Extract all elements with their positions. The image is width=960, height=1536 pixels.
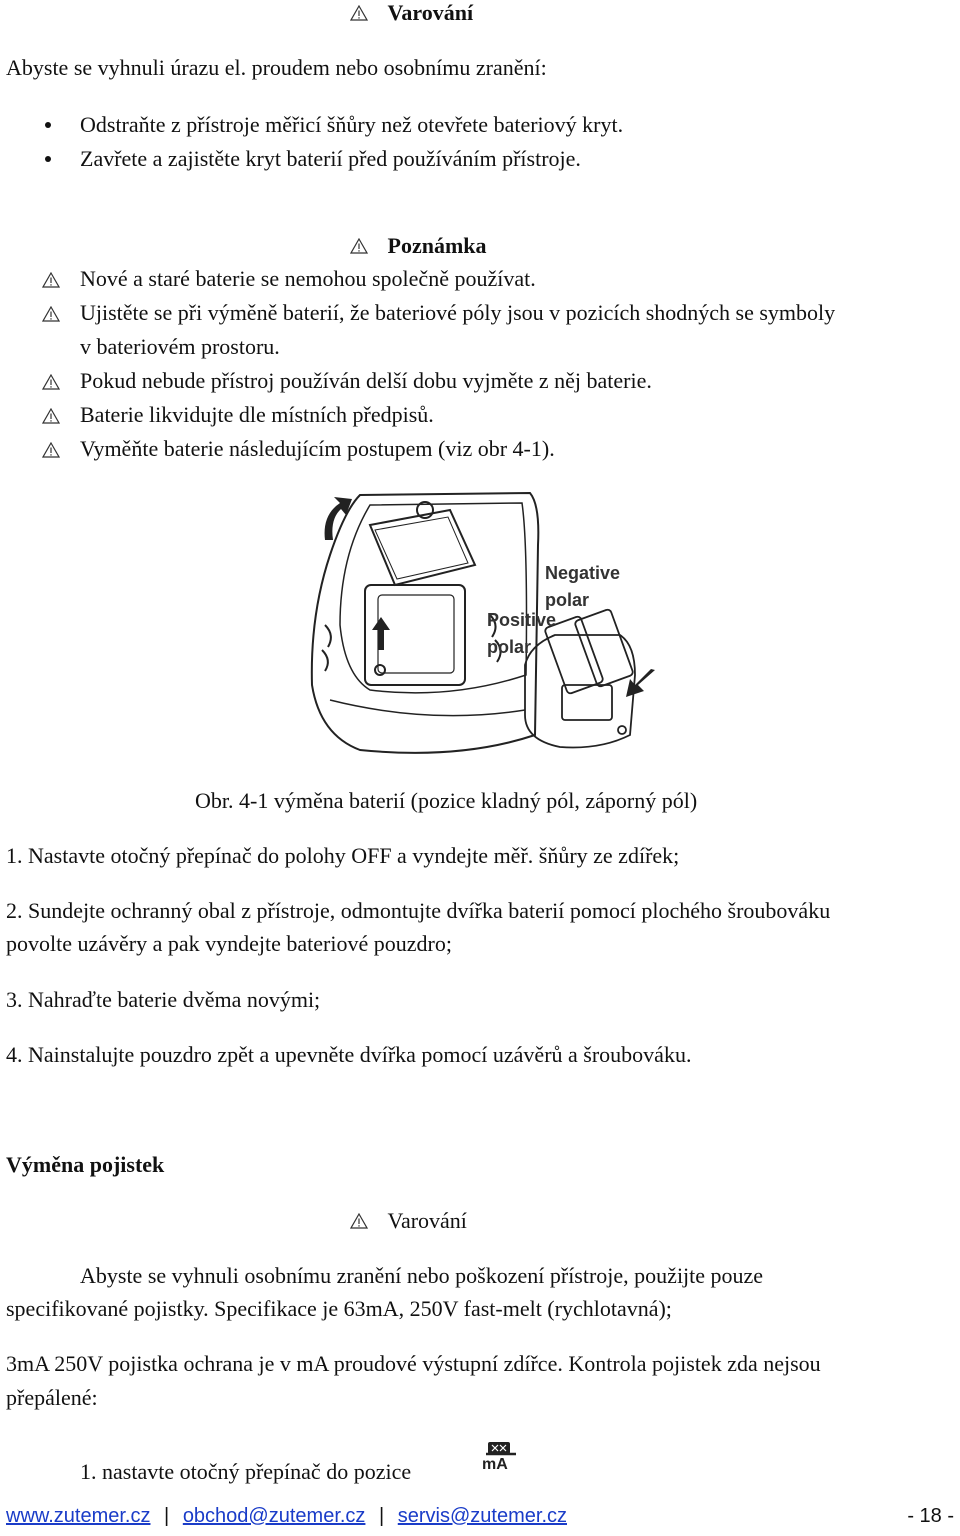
warning-intro: Abyste se vyhnuli úrazu el. proudem nebo osobnímu zranění: bbox=[6, 55, 547, 80]
bullet-dot bbox=[45, 156, 51, 162]
negative-label: Negative bbox=[545, 563, 621, 583]
fuse-step-1: 1. nastavte otočný přepínač do pozice bbox=[80, 1459, 412, 1484]
page-number: - 18 - bbox=[907, 1505, 954, 1527]
step-4: 4. Nainstalujte pouzdro zpět a upevněte dvířka pomocí uzávěrů a šroubováku. bbox=[6, 1042, 692, 1067]
up-arrow-icon bbox=[372, 617, 390, 650]
warning-title: Varování bbox=[387, 0, 474, 25]
warning-icon bbox=[42, 272, 60, 288]
note-item-2-cont: v bateriovém prostoru. bbox=[80, 334, 280, 359]
negative-label-2: polar bbox=[545, 590, 590, 610]
note-item-4: Baterie likvidujte dle místních předpisů. bbox=[80, 402, 434, 427]
warning-icon bbox=[350, 5, 368, 21]
fuse-paragraph-2-cont: přepálené: bbox=[6, 1385, 98, 1410]
bullet-dot bbox=[45, 122, 51, 128]
footer-separator: | bbox=[379, 1505, 385, 1527]
warning-icon bbox=[42, 374, 60, 390]
note-item-2: Ujistěte se při výměně baterií, že bateriové póly jsou v pozicích shodných se symboly bbox=[80, 300, 836, 325]
warning-bullet-1: Odstraňte z přístroje měřicí šňůry než otevřete bateriový kryt. bbox=[80, 112, 624, 137]
section-heading: Výměna pojistek bbox=[6, 1152, 165, 1177]
battery-replacement-illustration bbox=[300, 485, 660, 770]
footer bbox=[6, 1505, 567, 1528]
step-2: 2. Sundejte ochranný obal z přístroje, odmontujte dvířka baterií pomocí plochého šroubováku bbox=[6, 898, 831, 923]
fuse-warning-title: Varování bbox=[387, 1208, 467, 1233]
down-left-arrow-icon bbox=[626, 669, 655, 697]
warning-heading bbox=[350, 0, 473, 26]
milliamp-label: mA bbox=[482, 1456, 508, 1473]
warning-icon bbox=[350, 1213, 368, 1229]
warning-icon bbox=[42, 408, 60, 424]
warning-icon bbox=[42, 442, 60, 458]
note-item-1: Nové a staré baterie se nemohou společně používat. bbox=[80, 266, 536, 291]
positive-label: Positive bbox=[487, 610, 557, 630]
warning-bullet-2: Zavřete a zajistěte kryt baterií před používáním přístroje. bbox=[80, 146, 581, 171]
fuse-warning-heading bbox=[350, 1208, 467, 1234]
footer-separator: | bbox=[164, 1505, 170, 1527]
positive-label-2: polar bbox=[487, 637, 532, 657]
website-link[interactable]: www.zutemer.cz bbox=[6, 1505, 151, 1527]
service-email-link[interactable]: servis@zutemer.cz bbox=[397, 1505, 567, 1527]
milliamp-fuse-symbol-icon bbox=[478, 1440, 520, 1476]
warning-icon bbox=[42, 306, 60, 322]
figure-caption: Obr. 4-1 výměna baterií (pozice kladný pól, záporný pól) bbox=[195, 788, 698, 813]
note-title: Poznámka bbox=[387, 233, 487, 258]
fuse-paragraph-1: Abyste se vyhnuli osobnímu zranění nebo poškození přístroje, použijte pouze bbox=[80, 1263, 764, 1288]
note-heading bbox=[350, 233, 487, 259]
fuse-paragraph-2: 3mA 250V pojistka ochrana je v mA proudové výstupní zdířce. Kontrola pojistek zda nejsou bbox=[6, 1351, 821, 1376]
sales-email-link[interactable]: obchod@zutemer.cz bbox=[182, 1505, 366, 1527]
note-item-5: Vyměňte baterie následujícím postupem (viz obr 4-1). bbox=[80, 436, 555, 461]
step-1: 1. Nastavte otočný přepínač do polohy OFF a vyndejte měř. šňůry ze zdířek; bbox=[6, 843, 680, 868]
note-item-3: Pokud nebude přístroj používán delší dobu vyjměte z něj baterie. bbox=[80, 368, 652, 393]
step-3: 3. Nahraďte baterie dvěma novými; bbox=[6, 987, 321, 1012]
step-2-cont: povolte uzávěry a pak vyndejte bateriové pouzdro; bbox=[6, 931, 452, 956]
warning-icon bbox=[350, 238, 368, 254]
fuse-paragraph-1-cont: specifikované pojistky. Specifikace je 63mA, 250V fast-melt (rychlotavná); bbox=[6, 1296, 672, 1321]
